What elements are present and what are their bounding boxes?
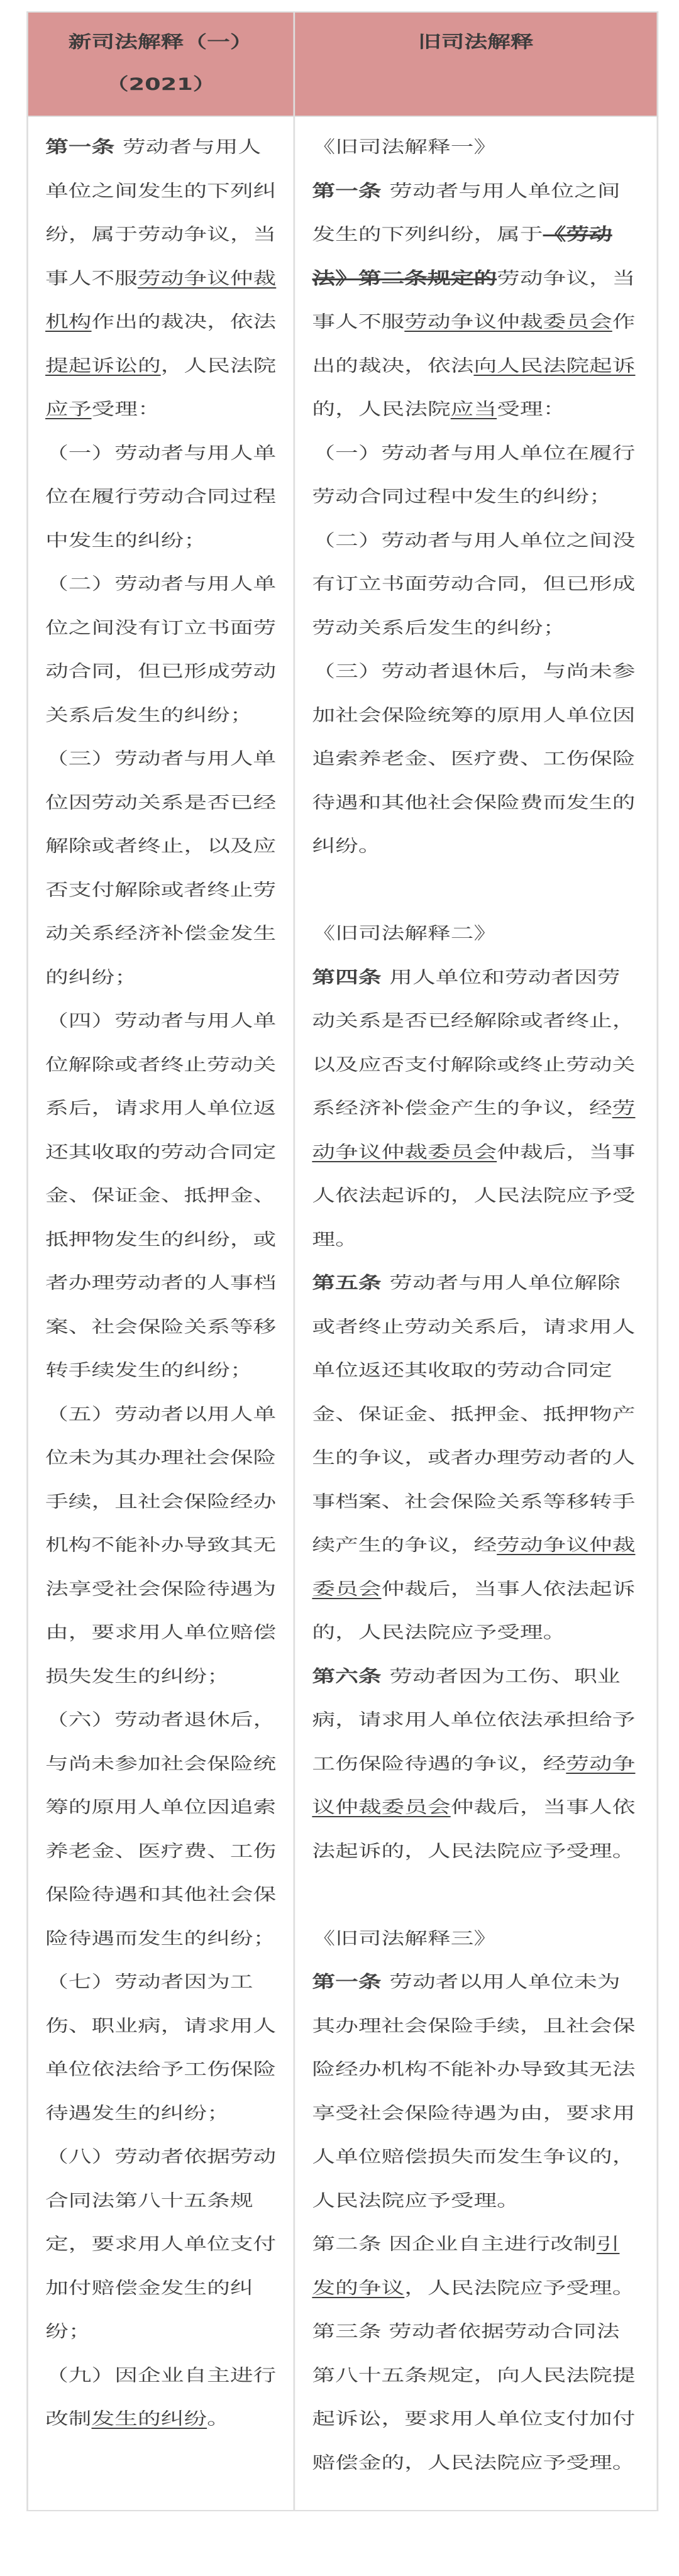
paragraph	[45, 563, 277, 737]
text-segment: （四）劳动者与用人单位解除或者终止劳动关系后，请求用人单位返还其收取的劳动合同定金、保证金、抵押金、抵押物发生的纠纷，或者办理劳动者的人事档案、社会保险关系等移转手续发生的纠纷；	[45, 1011, 277, 1380]
text-segment: 受理：	[91, 400, 161, 419]
text-segment: （二）劳动者与用人单位之间没有订立书面劳动合同，但已形成劳动关系后发生的纠纷；	[45, 575, 277, 725]
old-interpretation-cell	[294, 116, 658, 2511]
article-number: 第一条	[312, 1973, 390, 1992]
article-number: 第一条	[312, 181, 390, 201]
text-segment: 仲裁后，当事人依法起诉的，人民法院应予受理。	[312, 1142, 636, 1250]
text-segment: 《旧司法解释二》	[312, 924, 497, 944]
deleted-text: 《劳动法》第二条规定的	[312, 225, 612, 289]
paragraph	[45, 737, 277, 999]
text-segment: ，人民法院应予受理。	[404, 2278, 636, 2298]
header-old-interpretation	[294, 12, 658, 116]
header-new-interpretation	[28, 12, 294, 116]
text-segment: ，人民法院	[160, 356, 277, 376]
paragraph	[312, 170, 640, 432]
text-segment: 受理：	[497, 400, 566, 419]
text-segment: 劳动争议，当事人不服	[312, 268, 636, 332]
changed-text: 提起诉讼的	[45, 356, 161, 376]
paragraph	[45, 1961, 277, 2135]
comparison-table	[26, 11, 658, 2511]
header-right: 旧司法解释	[418, 33, 534, 52]
paragraph	[45, 126, 277, 432]
text-segment: （九）因企业自主进行改制	[45, 2365, 277, 2429]
paragraph	[312, 126, 640, 170]
text-segment: 劳动者与用人单位之间发生的下列纠纷，属于	[312, 181, 621, 245]
text-segment: 劳动者与用人单位之间发生的下列纠纷，属于劳动争议，当事人不服	[45, 138, 277, 289]
text-segment: 劳动者以用人单位未为其办理社会保险手续，且社会保险经办机构不能补办导致其无法享受社会保险待遇为由，要求用人单位赔偿损失而发生争议的，人民法院应予受理。	[312, 1973, 636, 2211]
changed-text: 引发的争议	[312, 2235, 620, 2298]
blank-line	[312, 869, 640, 913]
changed-text: 向人民法院起诉	[473, 356, 636, 376]
paragraph	[45, 1698, 277, 1961]
paragraph	[45, 2135, 277, 2354]
text-segment: （一）劳动者与用人单位在履行劳动合同过程中发生的纠纷；	[45, 443, 277, 551]
changed-text: 劳动争议仲裁委员会	[312, 1099, 636, 1162]
text-segment: （三）劳动者与用人单位因劳动关系是否已经解除或者终止，以及应否支付解除或者终止劳动关系经济补偿金发生的纠纷；	[45, 749, 277, 988]
text-segment: （五）劳动者以用人单位未为其办理社会保险手续，且社会保险经办机构不能补办导致其无法享受社会保险待遇为由，要求用人单位赔偿损失发生的纠纷；	[45, 1404, 277, 1687]
text-segment: 《旧司法解释一》	[312, 138, 497, 157]
paragraph	[312, 650, 640, 869]
article-number: 第四条	[312, 967, 390, 988]
paragraph	[45, 2354, 277, 2441]
text-segment: 仲裁后，当事人依法起诉的，人民法院应予受理。	[312, 1798, 636, 1861]
article-number: 第五条	[312, 1274, 390, 1293]
paragraph	[45, 999, 277, 1393]
text-segment: 仲裁后，当事人依法起诉的，人民法院应予受理。	[312, 1579, 636, 1643]
text-segment: （八）劳动者依据劳动合同法第八十五条规定，要求用人单位支付加付赔偿金发生的纠纷；	[45, 2147, 277, 2342]
article-number: 第六条	[312, 1666, 390, 1687]
changed-text: 劳动争议仲裁机构	[45, 268, 277, 332]
text-segment: 。	[207, 2409, 230, 2429]
text-segment: （二）劳动者与用人单位之间没有订立书面劳动合同，但已形成劳动关系后发生的纠纷；	[312, 531, 636, 638]
text-segment: 《旧司法解释三》	[312, 1929, 497, 1949]
text-segment: （七）劳动者因为工伤、职业病，请求用人单位依法给予工伤保险待遇发生的纠纷；	[45, 1973, 277, 2123]
header-left-line1: 新司法解释（一）	[68, 33, 253, 52]
table-row	[28, 116, 658, 2511]
text-segment: 用人单位和劳动者因劳动关系是否已经解除或者终止，以及应否支付解除或终止劳动关系经济补偿金产生的争议，经	[312, 967, 636, 1118]
new-interpretation-cell	[28, 116, 294, 2511]
text-segment: 劳动者与用人单位解除或者终止劳动关系后，请求用人单位返还其收取的劳动合同定金、保证金、抵押金、抵押物产生的争议，或者办理劳动者的人事档案、社会保险关系等移转手续产生的争议，经	[312, 1274, 636, 1555]
paragraph	[312, 912, 640, 956]
paragraph	[312, 1961, 640, 2223]
text-segment: 的，人民法院	[312, 400, 451, 419]
paragraph	[312, 956, 640, 1262]
text-segment: （一）劳动者与用人单位在履行劳动合同过程中发生的纠纷；	[312, 443, 636, 507]
paragraph	[312, 519, 640, 651]
text-segment: （三）劳动者退休后，与尚未参加社会保险统筹的原用人单位因追索养老金、医疗费、工伤保险待遇和其他社会保险费而发生的纠纷。	[312, 662, 636, 856]
changed-text: 应予	[45, 400, 92, 419]
text-segment: 劳动者因为工伤、职业病，请求用人单位依法承担给予工伤保险待遇的争议，经	[312, 1666, 636, 1774]
header-left-line2: （2021）	[105, 75, 216, 94]
paragraph	[312, 1262, 640, 1655]
text-segment: 第二条 因企业自主进行改制	[312, 2235, 597, 2254]
paragraph	[312, 1655, 640, 1874]
text-segment: 作出的裁决，依法	[91, 312, 277, 332]
paragraph	[45, 1393, 277, 1699]
changed-text: 劳动争议仲裁委员会	[312, 1754, 636, 1817]
changed-text: 劳动争议仲裁委员会	[312, 1536, 636, 1599]
paragraph	[312, 432, 640, 519]
text-segment: （六）劳动者退休后，与尚未参加社会保险统筹的原用人单位因追索养老金、医疗费、工伤保险待遇和其他社会保险待遇而发生的纠纷；	[45, 1710, 277, 1949]
text-segment: 第三条 劳动者依据劳动合同法第八十五条规定，向人民法院提起诉讼，要求用人单位支付加付赔偿金的，人民法院应予受理。	[312, 2322, 636, 2473]
article-number: 第一条	[45, 138, 123, 157]
text-segment: 作出的裁决，依法	[312, 312, 636, 376]
paragraph	[45, 432, 277, 563]
paragraph	[312, 2223, 640, 2310]
changed-text: 应当	[450, 400, 497, 419]
paragraph	[312, 1917, 640, 1961]
paragraph	[312, 2310, 640, 2485]
changed-text: 发生的纠纷	[91, 2409, 207, 2429]
header-row	[28, 12, 658, 116]
blank-line	[312, 1873, 640, 1917]
changed-text: 劳动争议仲裁委员会	[404, 312, 612, 332]
